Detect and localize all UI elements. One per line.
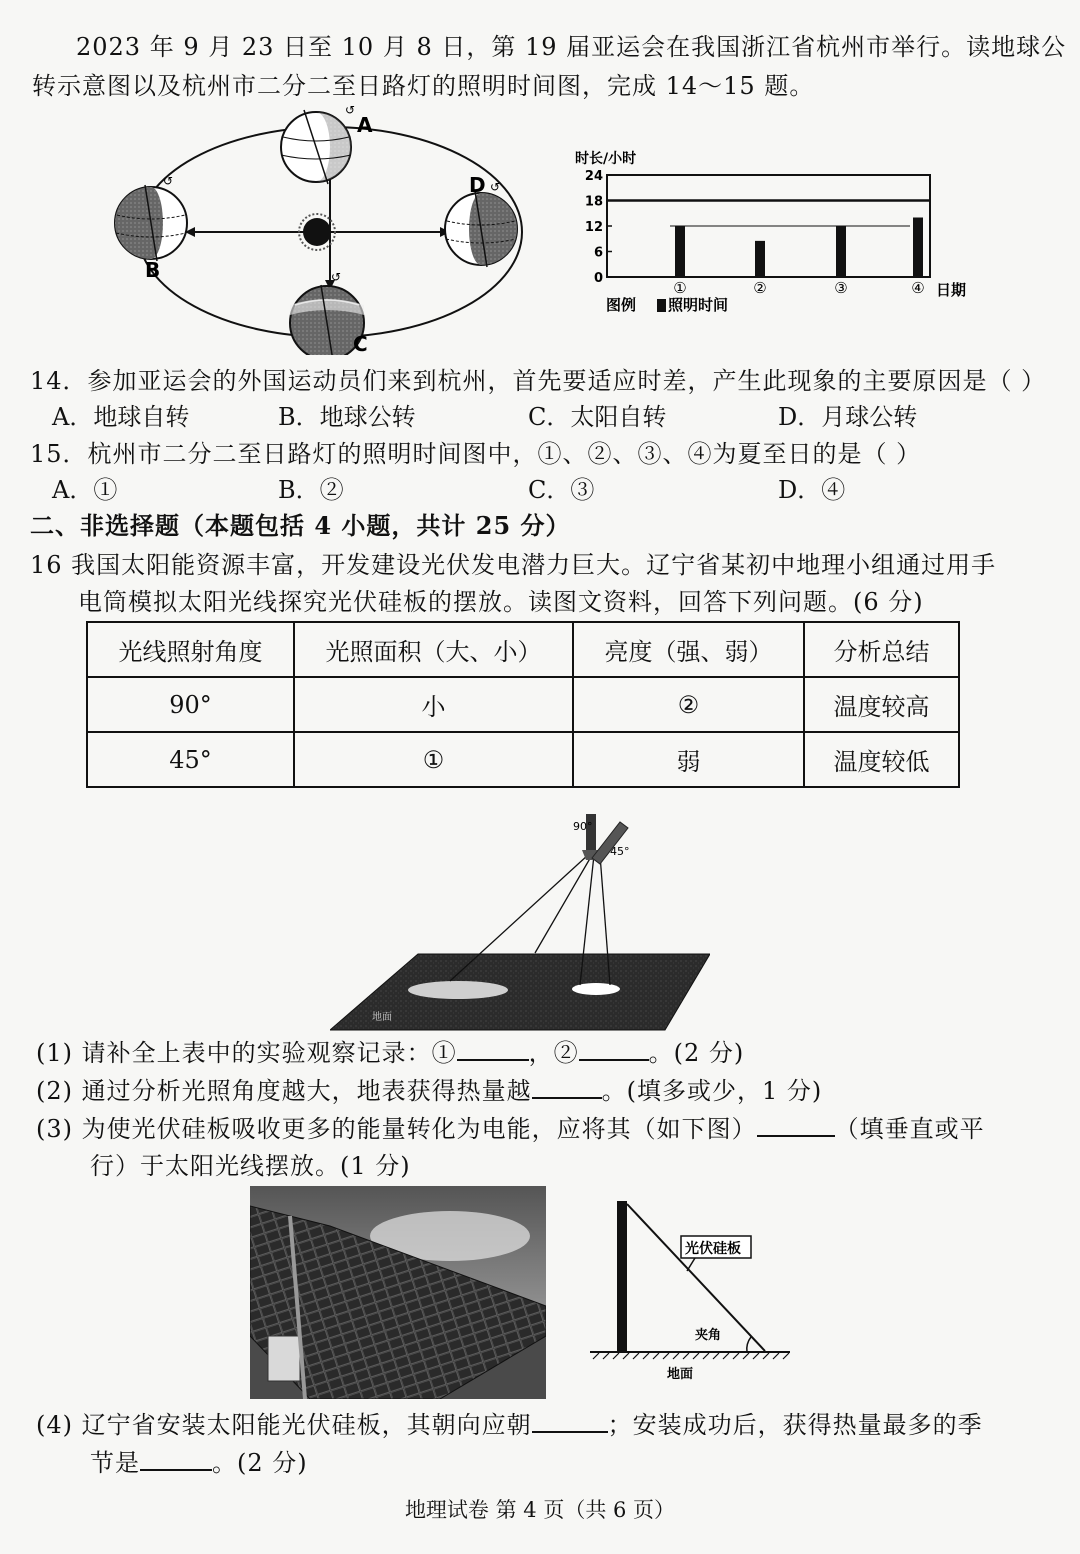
chart-bar [913, 218, 923, 278]
angle-label-90: 90° [573, 820, 593, 833]
q15-option-b[interactable]: B．② [278, 476, 344, 504]
ground-label: 地面 [372, 1012, 392, 1023]
sq2-text-a: (2) 通过分析光照角度越大，地表获得热量越 [36, 1077, 532, 1105]
chart-bar [755, 241, 765, 277]
chart-y-tick-label: 6 [593, 245, 603, 261]
angle-label: 夹角 [695, 1328, 722, 1343]
intro-line-2: 转示意图以及杭州市二分二至日路灯的照明时间图，完成 14～15 题。 [32, 72, 815, 100]
sq4-text-a: (4) 辽宁省安装太阳能光伏硅板，其朝向应朝 [36, 1411, 532, 1439]
experiment-table [86, 621, 960, 788]
solar-panel-photo [250, 1186, 546, 1399]
chart-bar [675, 226, 685, 277]
sq3-text-c: 行）于太阳光线摆放。(1 分) [90, 1152, 411, 1180]
table-cell: 45° [87, 732, 294, 787]
wall [617, 1201, 627, 1351]
sq1-text-b: ，② [528, 1039, 579, 1067]
table-header-cell: 光照面积（大、小） [294, 622, 573, 677]
sq1-text-a: (1) 请补全上表中的实验观察记录：① [36, 1039, 457, 1067]
flashlight-diagram [330, 810, 710, 1035]
globe-icon [115, 174, 187, 261]
table-cell: 小 [294, 677, 573, 732]
table-header-cell: 亮度（强、弱） [573, 622, 804, 677]
sub-question-3 [36, 1113, 985, 1144]
orbit-label-d: D [469, 173, 486, 197]
answer-blank-1[interactable] [457, 1037, 529, 1061]
chart-legend-swatch [657, 299, 666, 312]
table-cell: 温度较高 [804, 677, 959, 732]
page-footer: 地理试卷 第 4 页（共 6 页） [404, 1498, 676, 1522]
table-header-cell: 分析总结 [804, 622, 959, 677]
answer-blank-5[interactable] [532, 1409, 608, 1433]
chart-x-tick-label: ② [753, 279, 767, 297]
table-cell: 90° [87, 677, 294, 732]
earth-orbit-diagram [105, 105, 565, 355]
svg-text:↺: ↺ [345, 105, 356, 117]
chart-y-tick-label: 18 [584, 194, 603, 210]
orbit-label-a: A [357, 113, 373, 137]
svg-text:↺: ↺ [163, 174, 174, 188]
table-cell: ① [294, 732, 573, 787]
sq4-text-d: 。(2 分) [212, 1449, 308, 1477]
table-row [87, 677, 959, 732]
q15-option-c[interactable]: C．③ [528, 476, 595, 504]
table-cell: 弱 [573, 732, 804, 787]
sub-question-1 [36, 1037, 744, 1068]
svg-text:↺: ↺ [490, 180, 501, 194]
globe-icon [281, 105, 355, 184]
light-spot-small [572, 983, 620, 995]
sub-question-4 [36, 1409, 983, 1440]
sq2-text-b: 。(填多或少，1 分) [601, 1077, 823, 1105]
sq4-text-b: ；安装成功后，获得热量最多的季 [607, 1411, 983, 1439]
q14-option-b[interactable]: B．地球公转 [278, 403, 416, 431]
sub-question-2 [36, 1075, 822, 1106]
q14-option-a[interactable]: A．地球自转 [52, 403, 190, 431]
q15-option-d[interactable]: D．④ [778, 476, 846, 504]
chart-bar [836, 226, 846, 277]
orbit-label-b: B [145, 258, 161, 282]
intro-line-1: 2023 年 9 月 23 日至 10 月 8 日，第 19 届亚运会在我国浙江省杭州市举行。读地球公 [76, 33, 1067, 61]
answer-blank-2[interactable] [579, 1037, 649, 1061]
panel-label: 光伏硅板 [685, 1241, 741, 1257]
section-2-heading: 二、非选择题（本题包括 4 小题，共计 25 分） [30, 511, 571, 540]
answer-blank-4[interactable] [757, 1113, 835, 1137]
answer-blank-3[interactable] [532, 1075, 602, 1099]
chart-y-tick-label: 12 [584, 220, 603, 235]
lighting-time-chart [570, 145, 990, 320]
q14-stem: 14．参加亚运会的外国运动员们来到杭州，首先要适应时差，产生此现象的主要原因是（ ） [30, 367, 1047, 395]
table-row [87, 732, 959, 787]
sq4-text-c: 节是 [90, 1449, 140, 1477]
chart-x-axis-label: 日期 [936, 281, 967, 299]
sq3-text-a: (3) 为使光伏硅板吸收更多的能量转化为电能，应将其（如下图） [36, 1115, 757, 1143]
table-cell: ② [573, 677, 804, 732]
q15-stem: 15．杭州市二分二至日路灯的照明时间图中，①、②、③、④为夏至日的是（ ） [30, 440, 922, 468]
chart-x-tick-label: ③ [834, 279, 848, 297]
q14-option-c[interactable]: C．太阳自转 [528, 403, 667, 431]
sq3-text-b: （填垂直或平 [834, 1115, 985, 1143]
sub-question-4-cont [90, 1447, 308, 1478]
angle-label-45: 45° [610, 845, 630, 858]
answer-blank-6[interactable] [140, 1447, 212, 1471]
svg-text:↺: ↺ [331, 270, 342, 284]
sq1-text-c: 。(2 分) [648, 1039, 745, 1067]
light-spot-large [408, 981, 508, 999]
q14-option-d[interactable]: D．月球公转 [778, 403, 918, 431]
chart-y-tick-label: 0 [593, 271, 603, 286]
panel-controller-box [268, 1336, 300, 1381]
panel-angle-diagram [585, 1196, 800, 1386]
chart-legend-label: 照明时间 [668, 296, 729, 314]
chart-y-axis-label: 时长/小时 [575, 151, 637, 167]
table-header-cell: 光线照射角度 [87, 622, 294, 677]
q16-line-1: 16 我国太阳能资源丰富，开发建设光伏发电潜力巨大。辽宁省某初中地理小组通过用手 [30, 551, 997, 579]
chart-legend-prefix: 图例 [606, 296, 637, 314]
chart-y-tick-label: 24 [584, 169, 603, 184]
chart-x-tick-label: ① [673, 279, 687, 297]
table-header-row [87, 622, 959, 677]
table-cell: 温度较低 [804, 732, 959, 787]
q16-line-2: 电筒模拟太阳光线探究光伏硅板的摆放。读图文资料，回答下列问题。(6 分) [78, 588, 924, 616]
q15-option-a[interactable]: A．① [52, 476, 118, 504]
chart-x-tick-label: ④ [911, 279, 925, 297]
orbit-label-c: C [353, 332, 368, 355]
ground-label: 地面 [667, 1367, 694, 1382]
